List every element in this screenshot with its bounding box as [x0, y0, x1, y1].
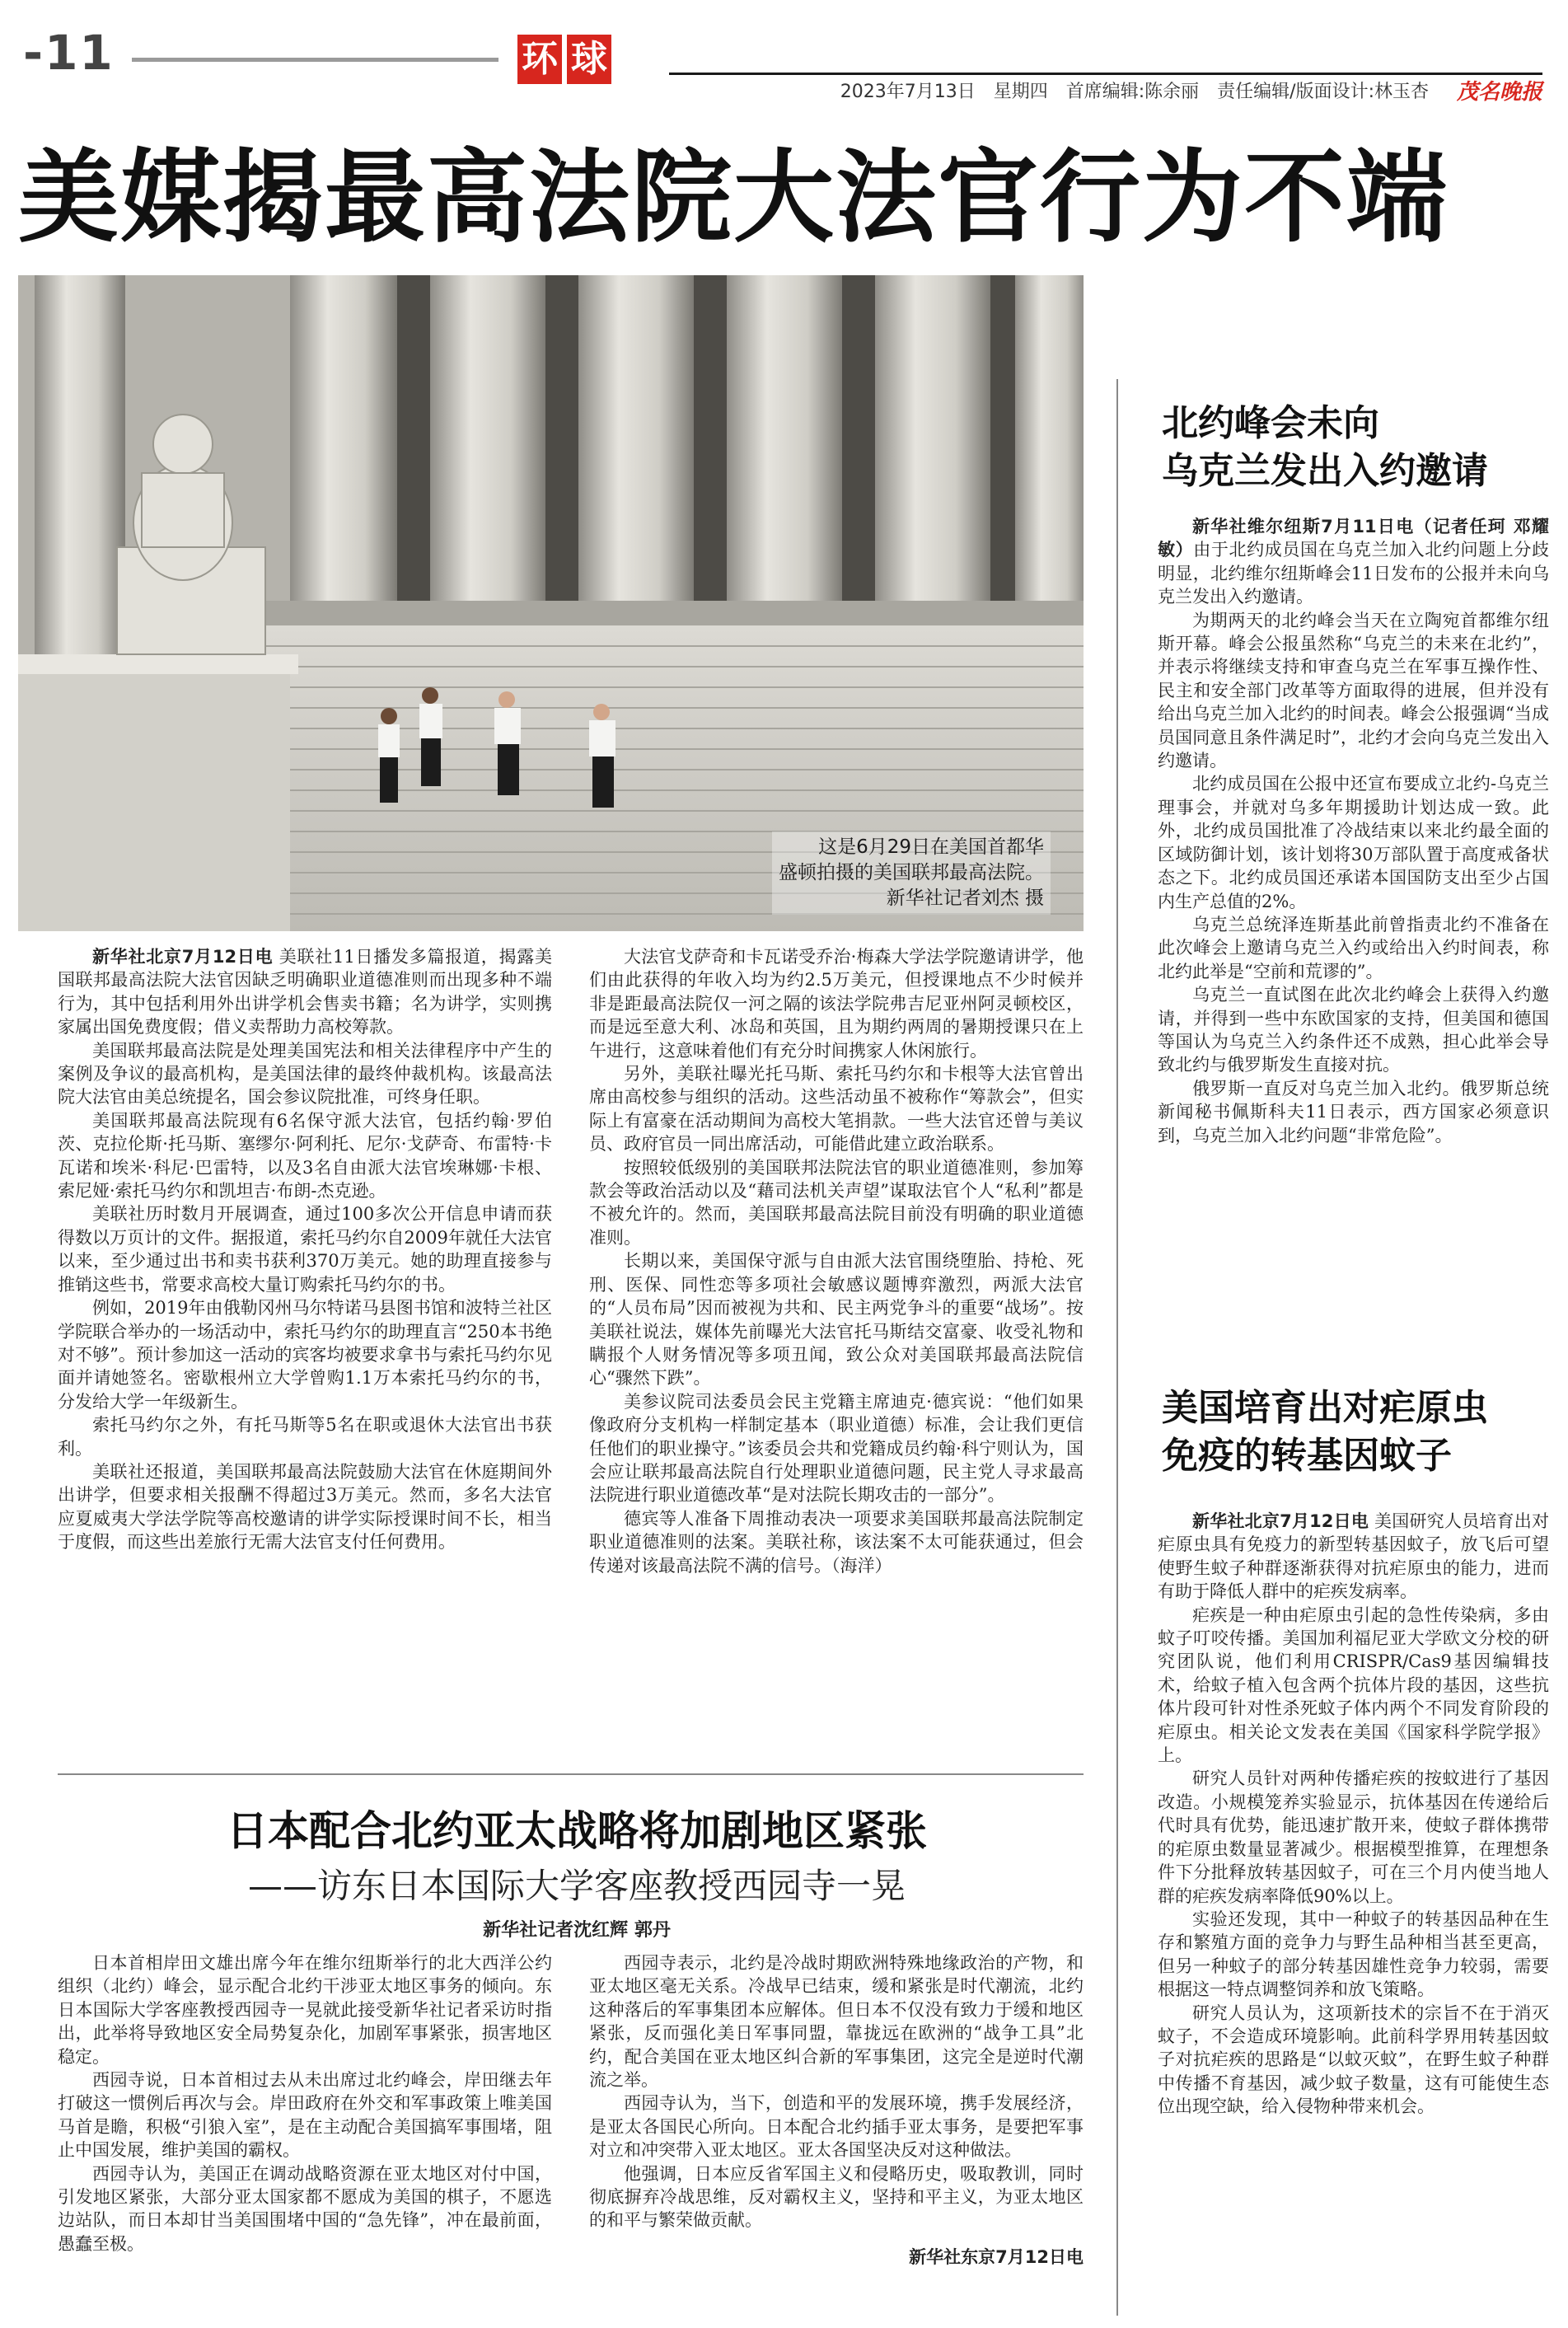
photo-caption	[772, 831, 1051, 915]
japan-article-signoff: 新华社东京7月12日电	[909, 2246, 1084, 2267]
mosquito-article-paragraph: 实验还发现，其中一种蚊子的转基因品种在生存和繁殖方面的竞争力与野生品种相当甚至更高，但另一种蚊子的部分转基因雄性竞争力较弱，需要根据这一特点调整饲养和放飞策略。	[1158, 1909, 1549, 2000]
main-article-paragraph: 索托马约尔之外，有托马斯等5名在职或退休大法官出书获利。	[58, 1415, 552, 1459]
japan-article-byline: 新华社记者沈红辉 郭丹	[483, 1920, 671, 1941]
main-article-column-1	[58, 945, 552, 1554]
supreme-court-photo	[18, 275, 1084, 931]
photo-caption-credit: 新华社记者刘杰 摄	[886, 888, 1044, 909]
chief-editor: 首席编辑:陈余丽	[1065, 82, 1200, 102]
japan-article-paragraph: 西园寺认为，美国正在调动战略资源在亚太地区对付中国，引发地区紧张，大部分亚太国家都不愿成为美国的棋子，不愿选边站队，而日本却甘当美国围堵中国的“急先锋”，冲在最前面，愚蠢至极。	[58, 2163, 552, 2254]
mosquito-article-paragraph: 疟疾是一种由疟原虫引起的急性传染病，多由蚊子叮咬传播。美国加利福尼亚大学欧文分校的研究团队说，他们利用CRISPR/Cas9基因编辑技术，给蚊子植入包含两个抗体片段的基因，这些抗体片段可针对性杀死蚊子体内两个不同发育阶段的疟原虫。相关论文发表在美国《国家科学院学报》上。	[1158, 1604, 1549, 1766]
main-article-paragraph: 大法官戈萨奇和卡瓦诺受乔治·梅森大学法学院邀请讲学，他们由此获得的年收入均为约2.5万美元，但授课地点不少时候并非是距最高法院仅一河之隔的该法学院弗吉尼亚州阿灵顿校区，而是远至意大利、冰岛和英国，且为期约两周的暑期授课只在上午进行，这意味着他们有充分时间携家人休闲旅行。	[589, 947, 1084, 1061]
japan-article-paragraph: 西园寺说，日本首相过去从未出席过北约峰会，岸田继去年打破这一惯例后再次与会。岸田政府在外交和军事政策上唯美国马首是瞻，积极“引狼入室”，是在主动配合美国搞军事围堵，阻止中国发展，维护美国的霸权。	[58, 2070, 552, 2161]
page-header	[0, 0, 1568, 124]
nato-article-paragraph: 乌克兰一直试图在此次北约峰会上获得入约邀请，并得到一些中东欧国家的支持，但美国和德国等国认为乌克兰入约条件还不成熟，担心此举会导致北约与俄罗斯发生直接对抗。	[1158, 985, 1549, 1075]
photo-caption-line-2: 盛顿拍摄的美国联邦最高法院。	[779, 862, 1044, 883]
mosquito-article-paragraph: 新华社北京7月12日电 美国研究人员培育出对疟原虫具有免疫力的新型转基因蚊子，放飞后可望使野生蚊子种群逐渐获得对抗疟原虫的能力，进而有助于降低人群中的疟疾发病率。	[1158, 1511, 1549, 1602]
photo-caption-line-1: 这是6月29日在美国首都华	[818, 836, 1044, 858]
japan-article-column-1	[58, 1951, 552, 2255]
main-article-paragraph: 美国联邦最高法院是处理美国宪法和相关法律程序中产生的案例及争议的最高机构，是美国法律的最终仲裁机构。该最高法院大法官由美总统提名，国会参议院批准，可终身任职。	[58, 1040, 552, 1108]
japan-article-paragraph: 西园寺认为，当下，创造和平的发展环境，携手发展经济，是亚太各国民心所向。日本配合北约插手亚太事务，是要把军事对立和冲突带入亚太地区。亚太各国坚决反对这种做法。	[589, 2093, 1084, 2161]
nato-article-paragraph: 北约成员国在公报中还宣布要成立北约-乌克兰理事会，并就对乌多年期援助计划达成一致。此外，北约成员国批准了冷战结束以来北约最全面的区域防御计划，该计划将30万部队置于高度戒备状态之下。北约成员国还承诺本国国防支出至少占国内生产总值的2%。	[1158, 774, 1549, 911]
section-char-2: 球	[567, 35, 611, 84]
main-headline: 美媒揭最高法院大法官行为不端	[18, 139, 1449, 256]
editor-credit: 责任编辑/版面设计:林玉杏	[1217, 82, 1429, 102]
section-char-1: 环	[517, 35, 562, 84]
section-badge	[517, 35, 611, 84]
main-article-paragraph: 新华社北京7月12日电 美联社11日播发多篇报道，揭露美国联邦最高法院大法官因缺乏明确职业道德准则而出现多种不端行为，其中包括利用外出讲学机会售卖书籍；名为讲学，实则携家属出国免费度假；借义卖帮助力高校筹款。	[58, 947, 552, 1038]
mosquito-title-line-2: 免疫的转基因蚊子	[1162, 1435, 1452, 1477]
header-rule	[132, 58, 498, 62]
mosquito-article-body	[1158, 1510, 1549, 2119]
nato-article-paragraph: 俄罗斯一直反对乌克兰加入北约。俄罗斯总统新闻秘书佩斯科夫11日表示，西方国家必须意识到，乌克兰加入北约问题“非常危险”。	[1158, 1078, 1549, 1145]
nato-dateline: 新华社维尔纽斯7月11日电（记者任珂 邓耀敏）	[1158, 517, 1549, 560]
mosquito-title-line-1: 美国培育出对疟原虫	[1162, 1387, 1488, 1429]
japan-article-column-2	[589, 1951, 1084, 2269]
japan-article-paragraph: 他强调，日本应反省军国主义和侵略历史，吸取教训，同时彻底摒弃冷战思维，反对霸权主义，坚持和平主义，为亚太地区的和平与繁荣做贡献。	[589, 2163, 1084, 2231]
nato-article-paragraph: 乌克兰总统泽连斯基此前曾指责北约不准备在此次峰会上邀请乌克兰入约或给出入约时间表，称北约此举是“空前和荒谬的”。	[1158, 914, 1549, 981]
main-article-paragraph: 按照较低级别的美国联邦法院法官的职业道德准则，参加筹款会等政治活动以及“藉司法机关声望”谋取法官个人“私利”都是不被允许的。然而，美国联邦最高法院目前没有明确的职业道德准则。	[589, 1157, 1084, 1248]
japan-article-subtitle: ——访东日本国际大学客座教授西园寺一晃	[247, 1866, 906, 1906]
page-number: -11	[23, 25, 115, 81]
mosquito-dateline: 新华社北京7月12日电	[1192, 1511, 1369, 1531]
paper-logo: 茂名晚报	[1456, 80, 1542, 105]
mosquito-article-paragraph: 研究人员针对两种传播疟疾的按蚊进行了基因改造。小规模笼养实验显示，抗体基因在传递给后代时具有优势，能迅速扩散开来，使蚊子群体携带的疟原虫数量显著减少。根据模型推算，在理想条件下分批释放转基因蚊子，可在三个月内使当地人群的疟疾发病率降低90%以上。	[1158, 1768, 1549, 1906]
mosquito-article-title	[1162, 1384, 1549, 1480]
sidebar-divider	[1116, 379, 1118, 2316]
issue-weekday: 星期四	[993, 82, 1048, 102]
japan-article-paragraph: 西园寺表示，北约是冷战时期欧洲特殊地缘政治的产物，和亚太地区毫无关系。冷战早已结束，缓和紧张是时代潮流，北约这种落后的军事集团本应解体。但日本不仅没有致力于缓和地区紧张，反而强化美日军事同盟，靠拢远在欧洲的“战争工具”北约，配合美国在亚太地区纠合新的军事集团，这完全是逆时代潮流之举。	[589, 1953, 1084, 2091]
main-article-paragraph: 美参议院司法委员会民主党籍主席迪克·德宾说：“他们如果像政府分支机构一样制定基本（职业道德）标准，会让我们更信任他们的职业操守。”该委员会共和党籍成员约翰·科宁则认为，国会应让联邦最高法院自行处理职业道德问题，民主党人寻求最高法院进行职业道德改革“是对法院长期攻击的一部分”。	[589, 1391, 1084, 1506]
issue-date: 2023年7月13日	[840, 82, 976, 102]
mosquito-article-paragraph: 研究人员认为，这项新技术的宗旨不在于消灭蚊子，不会造成环境影响。此前科学界用转基因蚊子对抗疟疾的思路是“以蚊灭蚊”，在野生蚊子种群中传播不育基因，减少蚊子数量，这有可能使生态位出现空缺，给入侵物种带来机会。	[1158, 2002, 1549, 2117]
nato-title-line-1: 北约峰会未向	[1162, 402, 1379, 444]
main-article-paragraph: 例如，2019年由俄勒冈州马尔特诺马县图书馆和波特兰社区学院联合举办的一场活动中，索托马约尔的助理直言“250本书绝对不够”。预计参加这一活动的宾客均被要求拿书与索托马约尔见面并请她签名。密歇根州立大学曾购1.1万本索托马约尔的书，分发给大学一年级新生。	[58, 1298, 552, 1412]
nato-title-line-2: 乌克兰发出入约邀请	[1162, 450, 1488, 492]
japan-article-paragraph: 日本首相岸田文雄出席今年在维尔纽斯举行的北大西洋公约组织（北约）峰会，显示配合北约干涉亚太地区事务的倾向。东日本国际大学客座教授西园寺一晃就此接受新华社记者采访时指出，此举将导致地区安全局势复杂化，加剧军事紧张，损害地区稳定。	[58, 1953, 552, 2067]
header-meta	[669, 73, 1542, 105]
nato-article-body	[1158, 515, 1549, 1147]
section-divider	[58, 1773, 1084, 1775]
japan-article-title: 日本配合北约亚太战略将加剧地区紧张	[227, 1807, 927, 1855]
main-article-paragraph: 美国联邦最高法院现有6名保守派大法官，包括约翰·罗伯茨、克拉伦斯·托马斯、塞缪尔·阿利托、尼尔·戈萨奇、布雷特·卡瓦诺和埃米·科尼·巴雷特，以及3名自由派大法官埃琳娜·卡根、索尼娅·索托马约尔和凯坦吉·布朗-杰克逊。	[58, 1110, 552, 1201]
main-article-column-2	[589, 945, 1084, 1577]
main-article-paragraph: 另外，美联社曝光托马斯、索托马约尔和卡根等大法官曾出席由高校参与组织的活动。这些活动虽不被称作“筹款会”，但实际上有富豪在活动期间为高校大笔捐款。一些大法官还曾与美议员、政府官员一同出席活动，可能借此建立政治联系。	[589, 1064, 1084, 1155]
main-article-paragraph: 长期以来，美国保守派与自由派大法官围绕堕胎、持枪、死刑、医保、同性恋等多项社会敏感议题博弈激烈，两派大法官的“人员布局”因而被视为共和、民主两党争斗的重要“战场”。按美联社说法，媒体先前曝光大法官托马斯结交富豪、收受礼物和瞒报个人财务情况等多项丑闻，致公众对美国联邦最高法院信心“骤然下跌”。	[589, 1251, 1084, 1389]
nato-article-paragraph: 为期两天的北约峰会当天在立陶宛首都维尔纽斯开幕。峰会公报虽然称“乌克兰的未来在北约”，并表示将继续支持和审查乌克兰在军事互操作性、民主和安全部门改革等方面取得的进展，但并没有给出乌克兰加入北约的时间表。峰会公报强调“当成员国同意且条件满足时”，北约才会向乌克兰发出入约邀请。	[1158, 610, 1549, 771]
nato-article-paragraph: 新华社维尔纽斯7月11日电（记者任珂 邓耀敏）由于北约成员国在乌克兰加入北约问题上分歧明显，北约维尔纽斯峰会11日发布的公报并未向乌克兰发出入约邀请。	[1158, 517, 1550, 607]
main-article-paragraph: 美联社历时数月开展调查，通过100多次公开信息申请而获得数以万页计的文件。据报道，索托马约尔自2009年就任大法官以来，至少通过出书和卖书获利370万美元。她的助理直接参与推销这些书，常要求高校大量订购索托马约尔的书。	[58, 1204, 552, 1295]
main-dateline: 新华社北京7月12日电	[92, 947, 274, 967]
main-article-paragraph: 德宾等人准备下周推动表决一项要求美国联邦最高法院制定职业道德准则的法案。美联社称，该法案不太可能获通过，但会传递对该最高法院不满的信号。（海洋）	[589, 1508, 1084, 1576]
nato-article-title	[1162, 400, 1541, 495]
main-article-paragraph: 美联社还报道，美国联邦最高法院鼓励大法官在休庭期间外出讲学，但要求相关报酬不得超过3万美元。然而，多名大法官应夏威夷大学法学院等高校邀请的讲学实际授课时间不长，相当于度假，而这些出差旅行无需大法官支付任何费用。	[58, 1461, 552, 1553]
